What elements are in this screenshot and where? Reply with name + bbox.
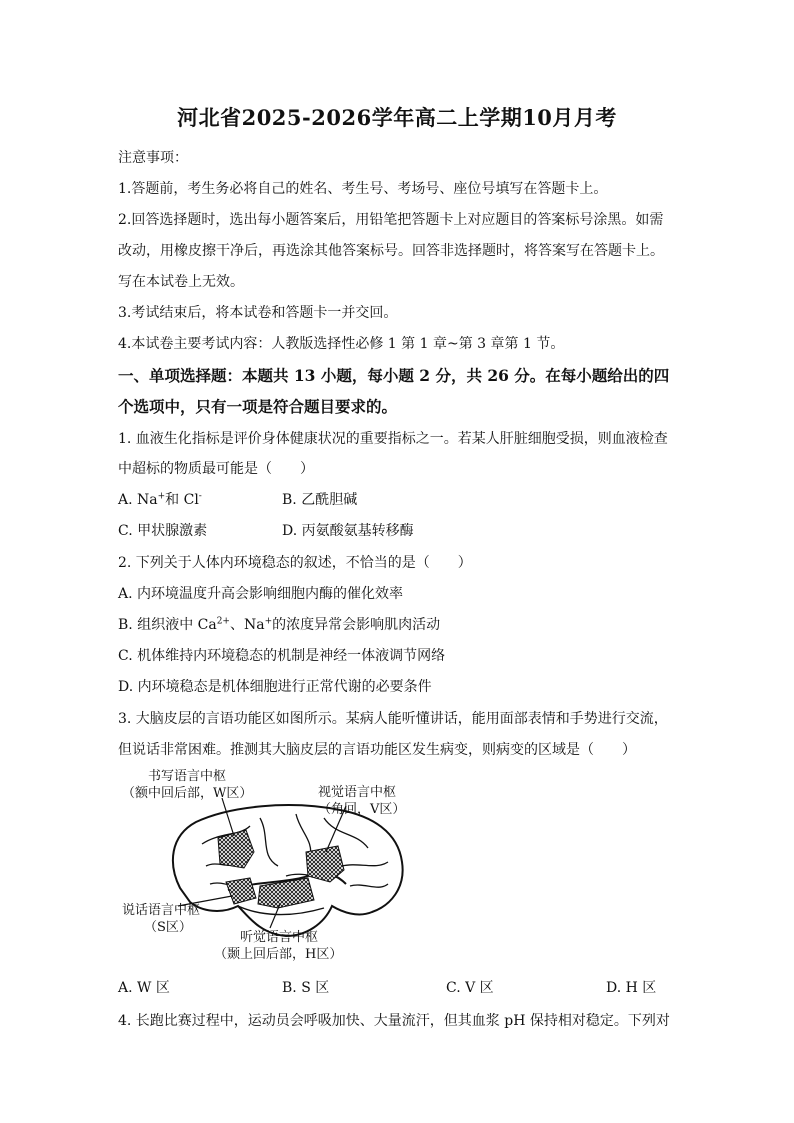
w-area-location: （额中回后部，W区） xyxy=(122,786,253,801)
notice-item: 2.回答选择题时，选出每小题答案后，用铅笔把答题卡上对应题目的答案标号涂黑。如需 xyxy=(118,212,664,228)
v-area-location: （角回，V区） xyxy=(318,802,406,817)
h-area-name: 听觉语言中枢 xyxy=(240,930,319,945)
brain-language-areas-figure xyxy=(110,766,440,966)
q1-stem: 1. 血液生化指标是评价身体健康状况的重要指标之一。若某人肝脏细胞受损，则血液检查 xyxy=(118,431,668,447)
w-area-name: 书写语言中枢 xyxy=(148,769,227,784)
notice-heading: 注意事项： xyxy=(118,150,188,166)
q1-option-d: D. 丙氨酸氨基转移酶 xyxy=(282,523,414,539)
q3-stem: 3. 大脑皮层的言语功能区如图所示。某病人能听懂讲话，能用面部表情和手势进行交流， xyxy=(118,711,668,727)
section-heading-cont: 个选项中，只有一项是符合题目要求的。 xyxy=(118,397,398,416)
q1-option-b: B. 乙酰胆碱 xyxy=(282,492,358,508)
notice-item: 1.答题前，考生务必将自己的姓名、考生号、考场号、座位号填写在答题卡上。 xyxy=(118,181,608,197)
q1-option-a: A. Na+和 Cl- xyxy=(118,491,202,508)
notice-item: 写在本试卷上无效。 xyxy=(118,274,244,290)
q3-option-a: A. W 区 xyxy=(118,980,170,996)
q3-option-c: C. V 区 xyxy=(446,980,494,996)
exam-title: 河北省2025-2026学年高二上学期10月月考 xyxy=(177,105,617,130)
section-heading: 一、单项选择题：本题共 13 小题，每小题 2 分，共 26 分。在每小题给出的四 xyxy=(118,366,670,385)
q2-option-d: D. 内环境稳态是机体细胞进行正常代谢的必要条件 xyxy=(118,679,432,695)
notice-item: 改动，用橡皮擦干净后，再选涂其他答案标号。回答非选择题时，将答案写在答题卡上。 xyxy=(118,243,664,259)
q3-option-b: B. S 区 xyxy=(282,980,330,996)
q2-stem: 2. 下列关于人体内环境稳态的叙述，不恰当的是（ ） xyxy=(118,555,472,571)
q2-option-b: B. 组织液中 $Ca^{2+}$、Na+的浓度异常会影响肌肉活动 xyxy=(118,616,441,633)
s-area-name: 说话语言中枢 xyxy=(122,903,201,918)
v-area-name: 视觉语言中枢 xyxy=(318,785,397,800)
brain-outline xyxy=(173,805,403,936)
q4-stem: 4. 长跑比赛过程中，运动员会呼吸加快、大量流汗，但其血浆 pH 保持相对稳定。下列对 xyxy=(118,1013,670,1029)
notice-item: 4.本试卷主要考试内容：人教版选择性必修 1 第 1 章~第 3 章第 1 节。 xyxy=(118,336,565,352)
q1-option-c: C. 甲状腺激素 xyxy=(118,523,208,539)
h-area-location: （颞上回后部，H区） xyxy=(214,947,343,962)
notice-item: 3.考试结束后，将本试卷和答题卡一并交回。 xyxy=(118,305,398,321)
q3-stem-cont: 但说话非常困难。推测其大脑皮层的言语功能区发生病变，则病变的区域是（ ） xyxy=(118,742,636,758)
s-area-location: （S区） xyxy=(144,920,192,935)
q2-option-a: A. 内环境温度升高会影响细胞内酶的催化效率 xyxy=(118,586,404,602)
q1-stem-cont: 中超标的物质最可能是（ ） xyxy=(118,461,314,477)
q3-option-d: D. H 区 xyxy=(606,980,657,996)
q2-option-c: C. 机体维持内环境稳态的机制是神经一体液调节网络 xyxy=(118,648,446,664)
